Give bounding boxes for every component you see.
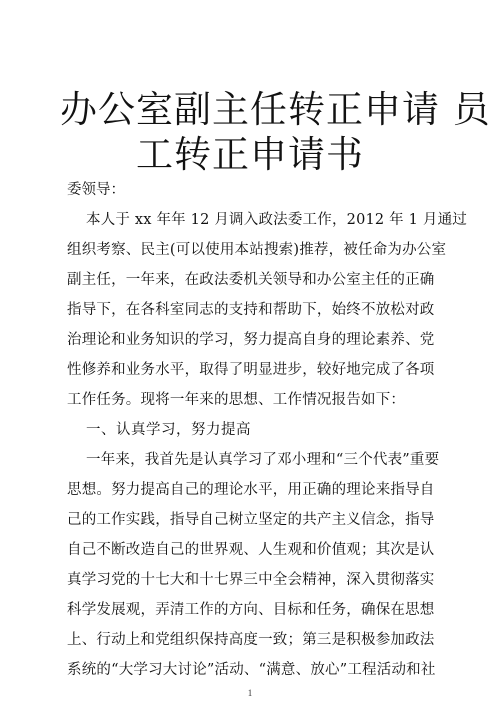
body-line: 真学习党的十七大和十七界三中全会精神，深入贯彻落实 — [67, 572, 435, 588]
body-line: 指导下，在各科室同志的支持和帮助下，始终不放松对政 — [67, 302, 435, 318]
body-line: 组织考察、民主(可以使用本站搜索)推荐，被任命为办公室 — [67, 242, 447, 258]
document-title-line-2: 工转正申请书 — [136, 133, 364, 176]
page-number: 1 — [247, 688, 253, 698]
salutation: 委领导： — [67, 182, 125, 198]
body-line: 本人于 xx 年年 12 月调入政法委工作，2012 年 1 月通过 — [86, 212, 467, 228]
body-line: 治理论和业务知识的学习，努力提高自身的理论素养、党 — [67, 332, 435, 348]
body-line: 自己不断改造自己的世界观、人生观和价值观；其次是认 — [67, 542, 435, 558]
document-title-line-1: 办公室副主任转正申请 员 — [60, 88, 491, 131]
body-line: 系统的“大学习大讨论”活动、“满意、放心”工程活动和社 — [67, 662, 436, 678]
body-line: 己的工作实践，指导自己树立坚定的共产主义信念，指导 — [67, 512, 435, 528]
body-line: 副主任，一年来，在政法委机关领导和办公室主任的正确 — [67, 272, 435, 288]
body-line: 性修养和业务水平，取得了明显进步，较好地完成了各项 — [67, 362, 435, 378]
body-line: 一年来，我首先是认真学习了邓小理和“三个代表”重要 — [86, 452, 440, 468]
body-line: 上、行动上和党组织保持高度一致；第三是积极参加政法 — [67, 632, 435, 648]
body-line: 工作任务。现将一年来的思想、工作情况报告如下： — [67, 392, 406, 408]
section-heading: 一、认真学习，努力提高 — [86, 422, 251, 438]
body-line: 思想。努力提高自己的理论水平，用正确的理论来指导自 — [67, 482, 435, 498]
body-line: 科学发展观，弄清工作的方向、目标和任务，确保在思想 — [67, 602, 435, 618]
